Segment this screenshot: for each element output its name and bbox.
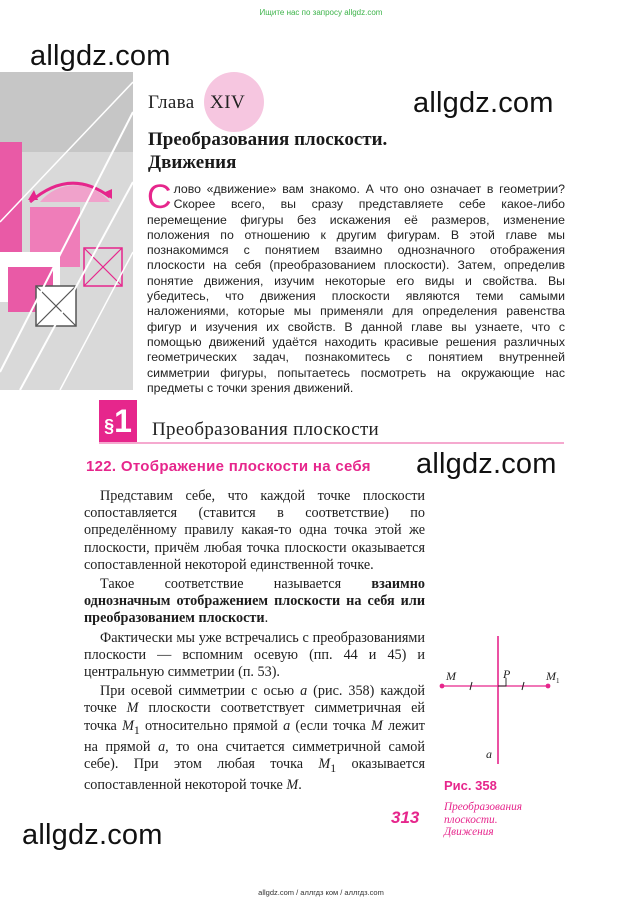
chapter-title-line-2: Движения	[148, 152, 237, 173]
subsection-heading	[86, 458, 371, 475]
label-M: M	[446, 669, 456, 683]
chapter-intro	[147, 178, 565, 396]
chapter-number: XIV	[210, 92, 246, 113]
paragraph-3: Фактически мы уже встречались с преобразованиями плоскости — вспомним осевую (пп. 44 и 45) и центральную симметрии (п. 53).	[84, 629, 425, 681]
chapter-illustration	[0, 72, 133, 390]
chapter-title-line-1: Преобразования плоскости.	[148, 129, 388, 150]
page-number: 313	[391, 808, 420, 827]
section-title: Преобразования плоскости	[152, 419, 380, 440]
paragraph-4: При осевой симметрии с осью a (рис. 358) каждой точке M плоскости соответствует симметричная ей точка $M_1$ относительно прямой a (если точка M лежит на прямой a, то она считается симметричной самой себе). При этом любая точка $M_1$ оказывается сопоставленной некоторой точке M.	[84, 683, 425, 793]
point-M	[440, 684, 445, 689]
section-symbol: §	[104, 416, 115, 436]
definition-term: взаимно однозначным отображением плоскости на себя или преобразованием плоскости	[84, 576, 425, 627]
top-search-note: Ищите нас по запросу allgdz.com	[259, 8, 383, 17]
watermark-bottom-left: allgdz.com	[22, 819, 163, 851]
watermark-top-left: allgdz.com	[30, 40, 171, 72]
label-M1-subscript: 1	[556, 677, 560, 685]
section-underline	[99, 442, 564, 444]
subsection-number: 122.	[86, 458, 117, 475]
figure-caption: Рис. 358	[444, 778, 497, 793]
body-text	[84, 488, 425, 794]
chapter-title	[148, 128, 387, 174]
watermark-top-right: allgdz.com	[413, 87, 554, 119]
figure-358	[436, 632, 566, 772]
label-a: a	[486, 747, 492, 761]
point-M1	[546, 684, 551, 689]
section-number: 1	[114, 403, 132, 439]
chapter-label: Глава	[148, 92, 195, 113]
paragraph-2: Такое соответствие называется взаимно однозначным отображением плоскости на себя или преобразованием плоскости.	[84, 576, 425, 627]
subsection-title: Отображение плоскости на себя	[120, 458, 371, 475]
label-P: P	[503, 667, 511, 681]
intro-text: лово «движение» вам знакомо. А что оно означает в геометрии? Скорее всего, вы сразу представляете себе какое-либо перемещение фигуры без искажения её размеров, изменение положения по отношению к другим фигурам. В этой главе мы познакомимся с понятием взаимно однозначного отображения плоскости на себя (преобразованием плоскости). Затем, определив понятие движения, изучим некоторые его виды и свойства. Вы убедитесь, что движения плоскости являются теми самыми наложениями, которые мы применяли для определения равенства фигур и изучения их свойств. В данной главе вы узнаете, что с помощью движений удаётся находить красивые решения различных геометрических задач, познакомитесь с понятием внутренней симметрии фигуры, попытаетесь посмотреть на окружающие нас предметы с точки зрения движений.	[147, 182, 565, 395]
intro-dropcap: С	[147, 178, 172, 216]
bottom-watermark-line: allgdz.com / аллгдз ком / аллгдз.com	[258, 888, 384, 897]
watermark-middle-right: allgdz.com	[416, 448, 557, 480]
section-badge	[99, 400, 137, 443]
paragraph-1: Представим себе, что каждой точке плоскости сопоставляется (ставится в соответствие) по определённому правилу какая-то одна точка этой же плоскости, причём любая точка плоскости оказывается сопоставленной некоторой единственной точке.	[84, 488, 425, 573]
label-M1: M	[546, 669, 556, 683]
running-head: Преобразования плоскости. Движения	[444, 801, 523, 838]
